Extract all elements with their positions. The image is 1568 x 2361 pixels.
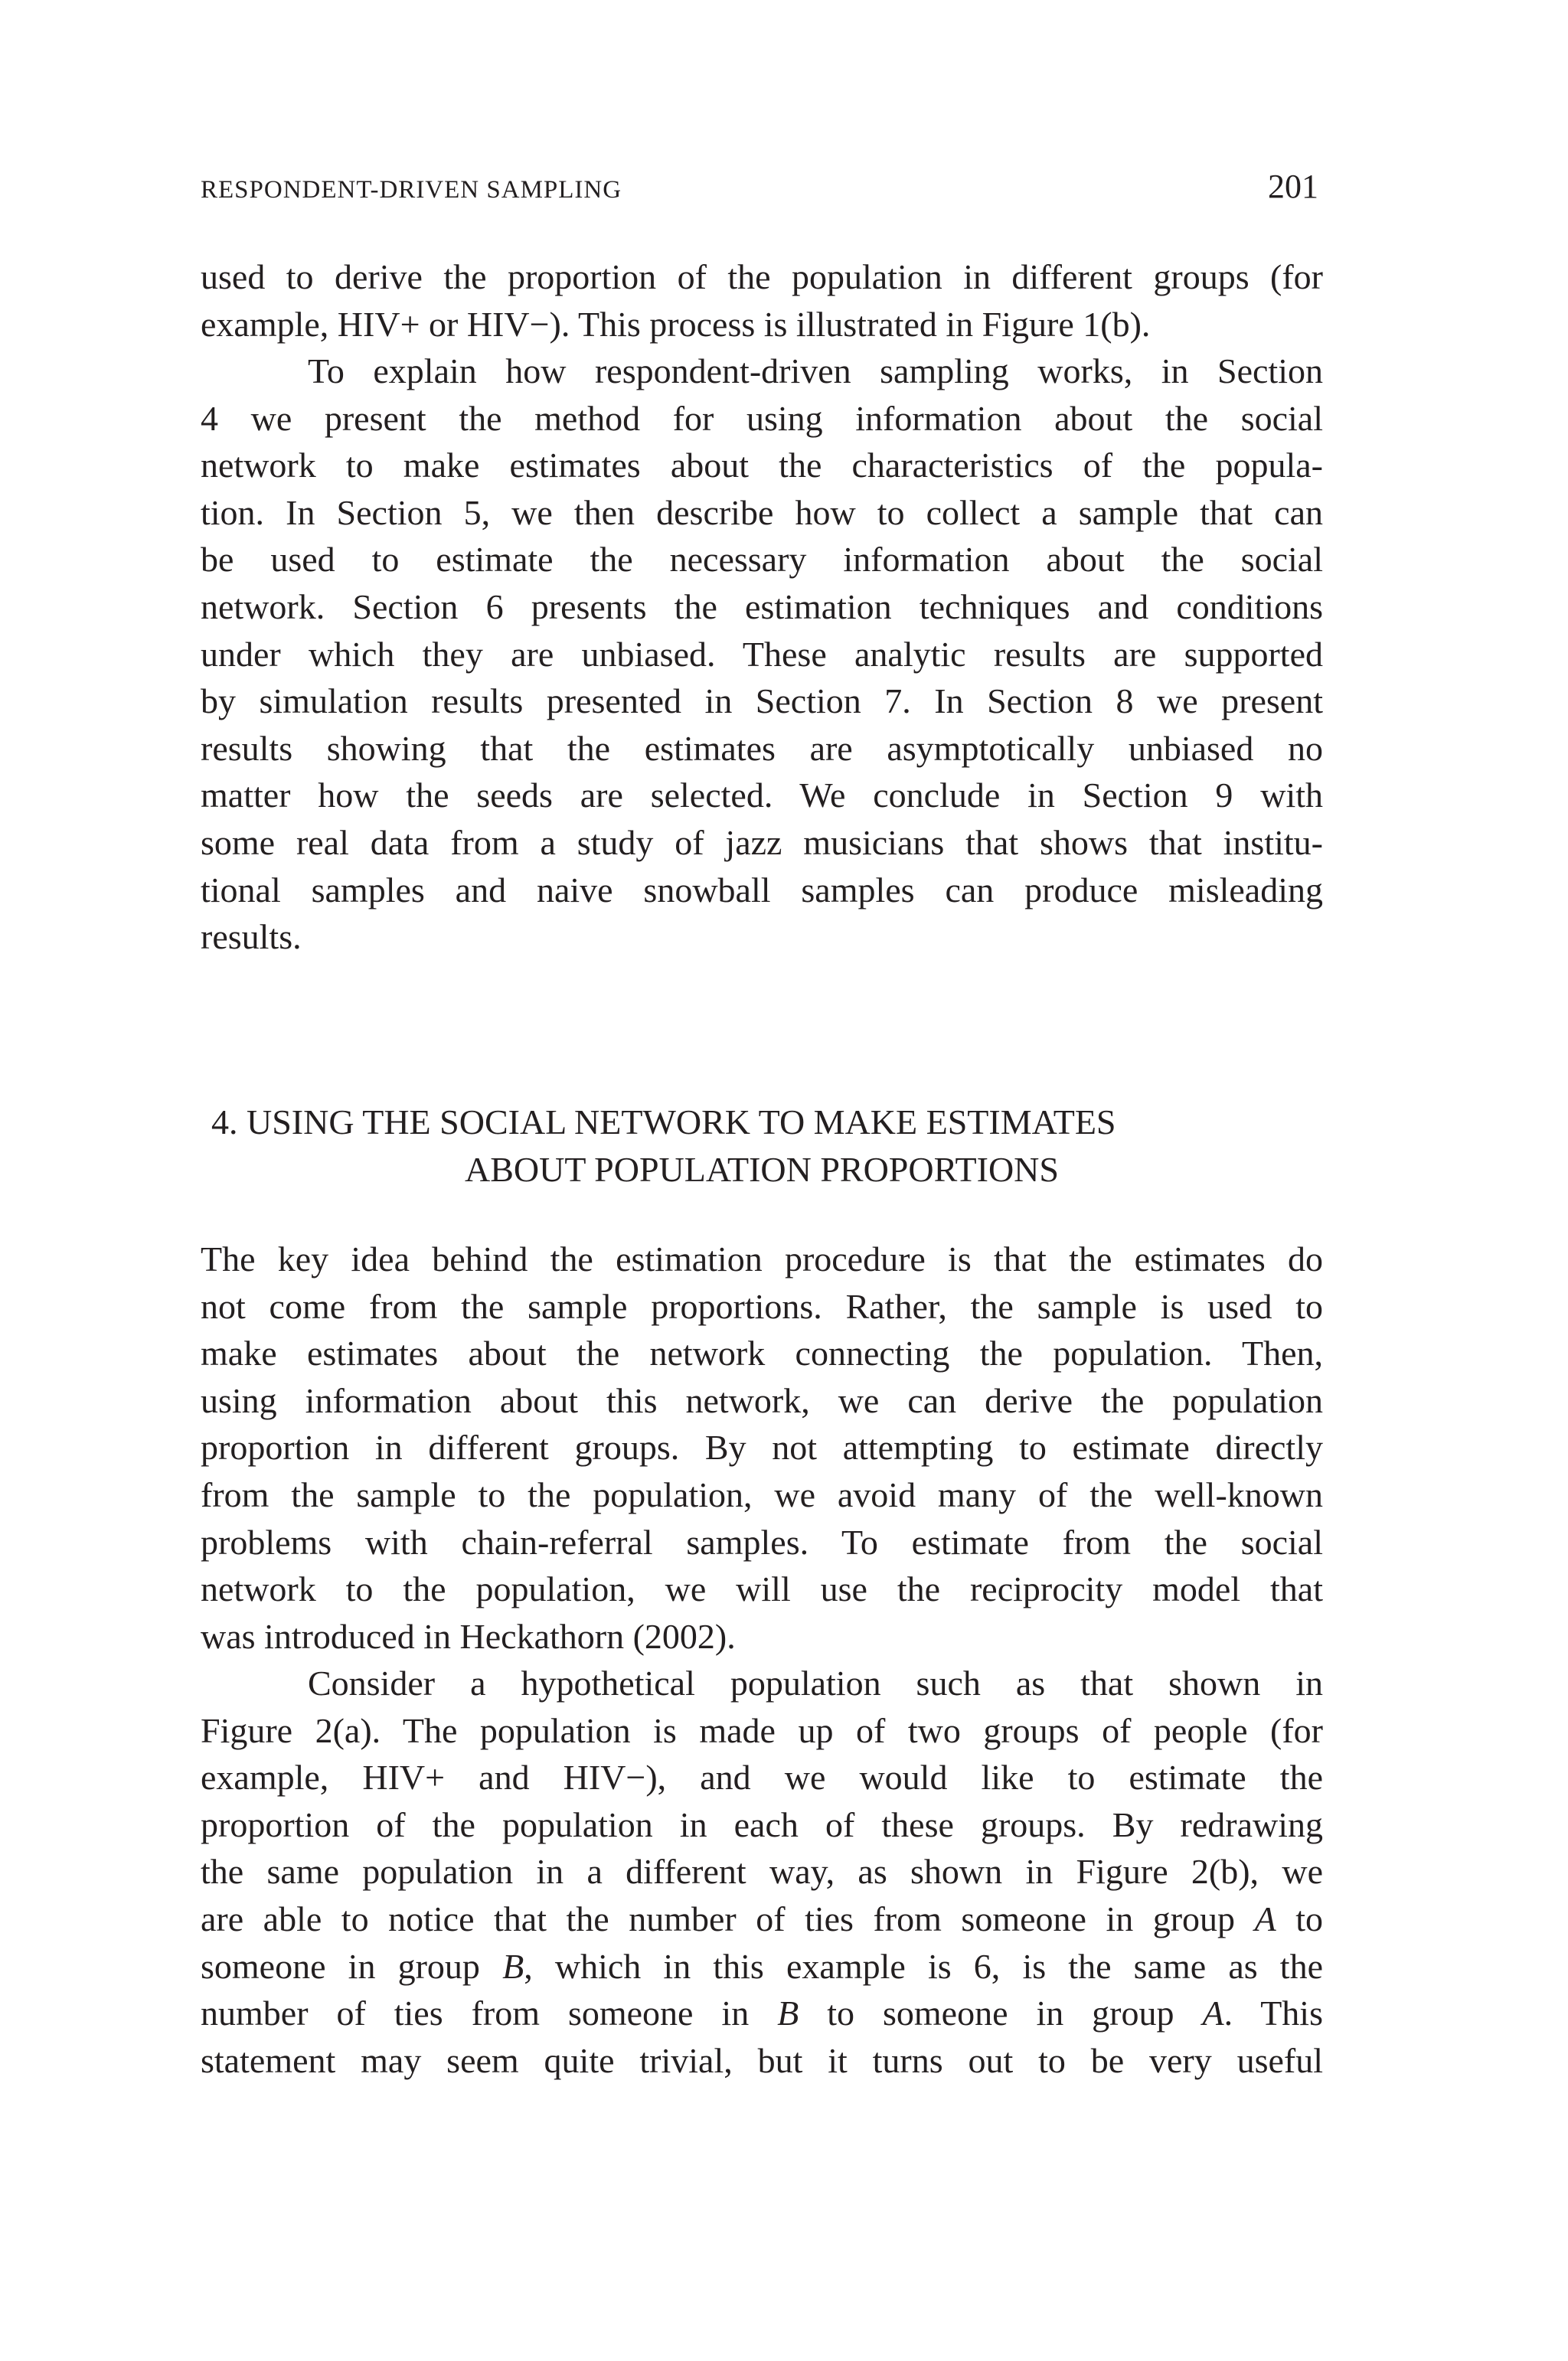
- text-line: was introduced in Heckathorn (2002).: [201, 1616, 736, 1656]
- text-line: network to make estimates about the characteristics of the popula-: [201, 446, 1323, 485]
- text-run: , which in this example is 6, is the same as the: [524, 1946, 1323, 1986]
- section-heading: [201, 1099, 1323, 1194]
- text-line: The key idea behind the estimation procedure is that the estimates do: [201, 1239, 1323, 1278]
- variable-a: A: [1254, 1899, 1276, 1938]
- text-line: 4 we present the method for using information about the social: [201, 398, 1323, 438]
- page-number: 201: [1268, 168, 1318, 205]
- text-run: are able to notice that the number of ties from someone in group: [201, 1899, 1255, 1938]
- text-line: matter how the seeds are selected. We conclude in Section 9 with: [201, 776, 1323, 815]
- variable-b: B: [777, 1994, 799, 2033]
- text-line: not come from the sample proportions. Rather, the sample is used to: [201, 1286, 1323, 1326]
- text-line: using information about this network, we can derive the population: [201, 1380, 1323, 1420]
- text-line: Consider a hypothetical population such as that shown in: [308, 1664, 1323, 1703]
- text-line: by simulation results presented in Section 7. In Section 8 we present: [201, 681, 1323, 721]
- text-line: results showing that the estimates are asymptotically unbiased no: [201, 728, 1323, 768]
- text-line: network to the population, we will use the reciprocity model that: [201, 1569, 1323, 1609]
- text-line: [201, 1990, 1323, 2037]
- text-run: someone in group: [201, 1946, 503, 1986]
- running-head: RESPONDENT-DRIVEN SAMPLING: [201, 176, 622, 204]
- text-line: make estimates about the network connecting the population. Then,: [201, 1334, 1323, 1373]
- paragraph-4: [201, 1660, 1323, 2084]
- text-line: the same population in a different way, as shown in Figure 2(b), we: [201, 1852, 1323, 1892]
- text-line: [201, 1896, 1323, 1943]
- text-line: tion. In Section 5, we then describe how to collect a sample that can: [201, 492, 1323, 532]
- text-line: [201, 1943, 1323, 1990]
- paragraph-3: [201, 1236, 1323, 1660]
- text-line: To explain how respondent-driven sampling works, in Section: [308, 351, 1323, 390]
- text-run: to: [1276, 1899, 1323, 1938]
- paragraph-1: [201, 253, 1323, 348]
- section-heading-line-1: 4. USING THE SOCIAL NETWORK TO MAKE ESTIMATES: [211, 1102, 1116, 1141]
- variable-b: B: [502, 1946, 524, 1986]
- text-line: some real data from a study of jazz musicians that shows that institu-: [201, 822, 1323, 862]
- text-line: be used to estimate the necessary information about the social: [201, 540, 1323, 580]
- text-line: network. Section 6 presents the estimation techniques and conditions: [201, 586, 1323, 626]
- text-line: under which they are unbiased. These analytic results are supported: [201, 634, 1323, 674]
- text-line: Figure 2(a). The population is made up of two groups of people (for: [201, 1710, 1323, 1750]
- text-run: number of ties from someone in: [201, 1994, 778, 2033]
- text-line: proportion of the population in each of these groups. By redrawing: [201, 1804, 1323, 1844]
- text-line: tional samples and naive snowball samples can produce misleading: [201, 870, 1323, 909]
- text-line: proportion in different groups. By not attempting to estimate directly: [201, 1428, 1323, 1468]
- text-run: . This: [1223, 1994, 1323, 2033]
- text-line: used to derive the proportion of the population in different groups (for: [201, 257, 1323, 296]
- text-line: problems with chain-referral samples. To estimate from the social: [201, 1522, 1323, 1562]
- text-run: to someone in group: [799, 1994, 1203, 2033]
- text-line: from the sample to the population, we avoid many of the well-known: [201, 1474, 1323, 1514]
- text-line: example, HIV+ and HIV−), and we would like to estimate the: [201, 1758, 1323, 1798]
- text-line: example, HIV+ or HIV−). This process is illustrated in Figure 1(b).: [201, 304, 1151, 344]
- text-line: statement may seem quite trivial, but it turns out to be very useful: [201, 2040, 1323, 2080]
- text-line: results.: [201, 917, 302, 957]
- variable-a: A: [1202, 1994, 1224, 2033]
- section-heading-line-2: ABOUT POPULATION PROPORTIONS: [465, 1150, 1059, 1189]
- paragraph-2: [201, 348, 1323, 961]
